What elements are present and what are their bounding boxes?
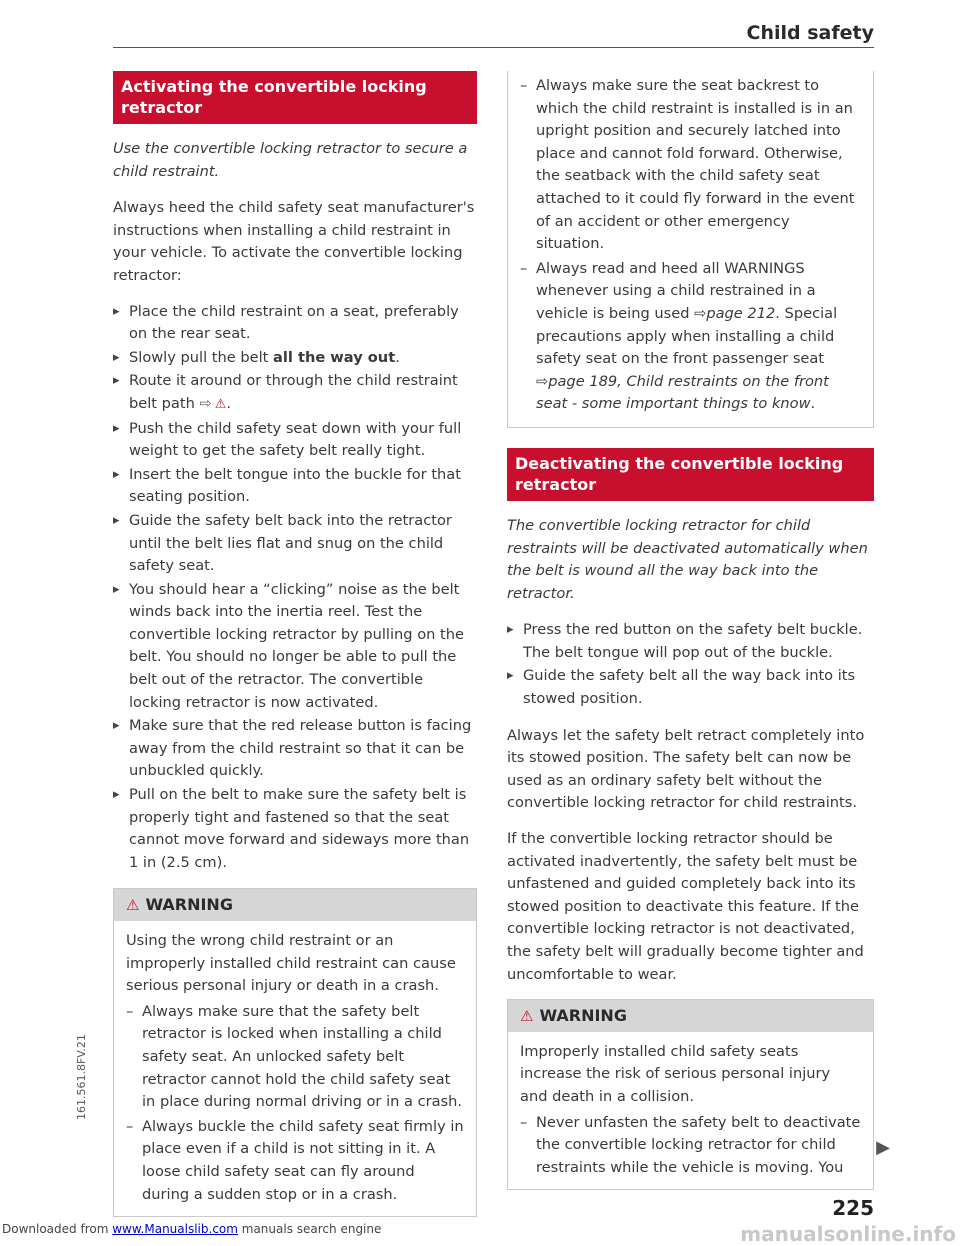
step-item: ▸ Guide the safety belt back into the retractor until the belt lies flat and snug on the child safety seat. [113, 510, 477, 578]
manualslib-link[interactable]: www.Manualslib.com [112, 1222, 238, 1236]
section-heading-deactivating: Deactivating the convertible locking retractor [507, 448, 874, 501]
warning-list [520, 1112, 861, 1180]
step-item: ▸ You should hear a “clicking” noise as the belt winds back into the inertia reel. Test the convertible locking retractor by pulling on the belt. You should no longer be able to pull the belt out of the retractor. The convertible locking retractor is now activated. [113, 579, 477, 715]
right-column [507, 71, 874, 1190]
step-item: ▸ Press the red button on the safety belt buckle. The belt tongue will pop out of the buckle. [507, 619, 874, 664]
running-header: Child safety [746, 22, 874, 44]
warning-body [508, 1032, 873, 1190]
warning-item: – Never unfasten the safety belt to deactivate the convertible locking retractor for child restraints while the vehicle is moving. You [520, 1112, 861, 1180]
section-heading-activating: Activating the convertible locking retractor [113, 71, 477, 124]
step-item: ▸ Route it around or through the child restraint belt path ⇨ ⚠. [113, 370, 477, 416]
steps-activating [113, 301, 477, 875]
left-column [113, 71, 477, 1217]
step-item: ▸ Insert the belt tongue into the buckle for that seating position. [113, 464, 477, 509]
warning-header: ⚠ WARNING [508, 1000, 873, 1032]
step-item: ▸ Place the child restraint on a seat, preferably on the rear seat. [113, 301, 477, 346]
para-deactivating-1: Always let the safety belt retract completely into its stowed position. The safety belt can now be used as an ordinary safety belt without the convertible locking retractor for child restraints. [507, 726, 865, 812]
warning-item: – Always make sure the seat backrest to which the child restraint is installed is in an upright position and securely latched into place and cannot fold forward. Otherwise, the seatback with the child safety seat attached to it could fly forward in the event of an accident or other emergency situation. [520, 75, 861, 256]
intro-deactivating: The convertible locking retractor for child restraints will be deactivated automatically when the belt is wound all the way back into the retractor. [507, 516, 868, 602]
warning-item: – Always make sure that the safety belt retractor is locked when installing a child safety seat. An unlocked safety belt retractor cannot hold the child safety seat in place during normal driving or in a crash. [126, 1001, 464, 1114]
cross-reference-arrow[interactable]: ⇨ [199, 394, 212, 412]
warning-triangle-icon: ⚠ [126, 896, 140, 915]
page-number: 225 [832, 1196, 874, 1220]
continued-arrow-icon: ▶ [876, 1137, 890, 1158]
warning-header: ⚠ WARNING [114, 889, 476, 921]
watermark: manualsonline.info [740, 1222, 956, 1246]
steps-deactivating [507, 619, 874, 710]
warning-lead: Improperly installed child safety seats increase the risk of serious personal injury and death in a collision. [520, 1042, 831, 1105]
step-item: ▸ Pull on the belt to make sure the safety belt is properly tight and fastened so that the seat cannot move forward and sideways more than 1 in (2.5 cm). [113, 784, 477, 874]
intro-activating: Use the convertible locking retractor to secure a child restraint. [113, 140, 468, 180]
page-reference-212[interactable]: ⇨page 212 [694, 304, 776, 322]
warning-list-continued [520, 75, 861, 416]
warning-box-right [507, 999, 874, 1190]
step-item: ▸ Make sure that the red release button is facing away from the child restraint so that it can be unbuckled quickly. [113, 715, 477, 783]
warning-list [126, 1001, 464, 1206]
warning-item: – Always read and heed all WARNINGS whenever using a child restrained in a vehicle is being used ⇨page 212. Special precautions apply when installing a child safety seat on the front passenger seat ⇨page 189, Child restraints on the front seat - some important things to know. [520, 258, 861, 416]
header-rule [113, 47, 874, 48]
step-item: ▸ Slowly pull the belt all the way out. [113, 347, 477, 370]
warning-box-left [113, 888, 477, 1217]
warning-lead: Using the wrong child restraint or an improperly installed child restraint can cause serious personal injury or death in a crash. [126, 932, 456, 995]
step-item: ▸ Push the child safety seat down with your full weight to get the safety belt really tight. [113, 418, 477, 463]
page-reference-189[interactable]: ⇨page 189, Child restraints on the front seat - some important things to know [536, 372, 829, 413]
step-item: ▸ Guide the safety belt all the way back into its stowed position. [507, 665, 874, 710]
warning-continuation [507, 71, 874, 428]
manual-page: Child safety Activating the convertible locking retractor Use the convertible locking retractor to secure a child restraint. Always heed the child safety seat manufacturer's instructions when installing a child restraint in your vehicle. To activate the convertible locking retractor: ▸ Place the child restraint on a seat, preferably on the rear seat. ▸ Slowly pull the belt all the way out. ▸ Route it around or through the child restraint belt path ⇨ ⚠. ▸ Push the child safety seat down with your full weight to get the safety belt really tight. ▸ Insert the belt tongue into the buckle for that seating position. ▸ Guide the safety belt back into the retractor until the belt lies flat and snug on the child safety seat. ▸ You should hear a “clicking” noise as the belt winds back into the inertia reel. Test the convertible locking retractor by pulling on the belt. You should no longer be able to pull the belt out of the retractor. The convertible locking retractor is now activated. ▸ Make sure that the red release button is facing away from the child restraint so that it can be unbuckled quickly. ▸ Pull on the belt to make sure the safety belt is properly tight and fastened so that the seat cannot move forward and sideways more than 1 in (2.5 cm). ⚠ WARNING Using the wrong child restraint or an improperly installed child restraint can cause serious personal injury or death in a crash. – Always make sure that the safety belt retractor is locked when installing a child safety seat. An unlocked safety belt retractor cannot hold the child safety seat in place during normal driving or in a crash. – Always buckle the child safety seat firmly in place even if a child is not sitting in it. A loose child safety seat can fly around during a sudden stop or in a crash. – Always make sure the seat backrest to which the child restraint is installed is in an upright position and securely latched into place and cannot fold forward. Otherwise, the seatback with the child safety seat attached to it could fly forward in the event of an accident or other emergency situation. – Always read and heed all WARNINGS whenever using a child restrained in a vehicle is being used ⇨page 212. Special precautions apply when installing a child safety seat on the front passenger seat ⇨page 189, Child restraints on the front seat - some important things to know. Deactivating the convertible locking retractor The convertible locking retractor for child restraints will be deactivated automatically when the belt is wound all the way back into the retractor. ▸ Press the red button on the safety belt buckle. The belt tongue will pop out of the buckle. ▸ Guide the safety belt all the way back into its stowed position. Always let the safety belt retract completely into its stowed position. The safety belt can now be used as an ordinary safety belt without the convertible locking retractor for child restraints. If the convertible locking retractor should be activated inadvertently, the safety belt must be unfastened and guided completely back into its stowed position to deactivate this feature. If the convertible locking retractor is not deactivated, the safety belt will gradually become tighter and uncomfortable to wear. ⚠ WARNING Improperly installed child safety seats increase the risk of serious personal injury and death in a collision. – Never unfasten the safety belt to deactivate the convertible locking retractor for child restraints while the vehicle is moving. You ▶ 161.561.8FV.21 225 Downloaded from www.Manualslib.com manuals search engine manualsonline.info [0, 0, 960, 1242]
para-deactivating-2: If the convertible locking retractor should be activated inadvertently, the safety belt must be unfastened and guided completely back into its stowed position to deactivate this feature. If the convertible locking retractor is not deactivated, the safety belt will gradually become tighter and uncomfortable to wear. [507, 830, 864, 983]
document-id: 161.561.8FV.21 [75, 1034, 88, 1120]
warning-triangle-icon: ⚠ [520, 1007, 534, 1026]
warning-triangle-icon: ⚠ [214, 396, 227, 412]
warning-body [114, 921, 476, 1216]
warning-item: – Always buckle the child safety seat firmly in place even if a child is not sitting in it. A loose child safety seat can fly around during a sudden stop or in a crash. [126, 1116, 464, 1206]
para-activating: Always heed the child safety seat manufacturer's instructions when installing a child restraint in your vehicle. To activate the convertible locking retractor: [113, 199, 475, 284]
